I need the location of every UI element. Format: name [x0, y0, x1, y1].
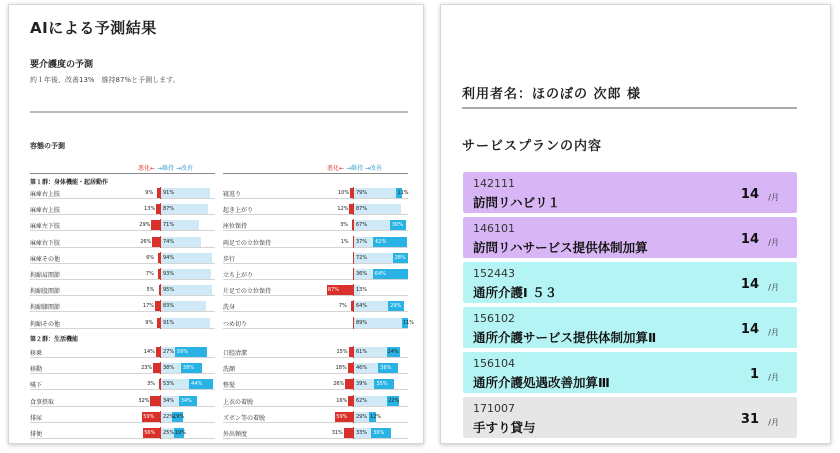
- keep-value: 37%: [356, 238, 368, 245]
- bar-axis: [160, 268, 161, 280]
- service-item[interactable]: [463, 307, 797, 348]
- group-title-living: 第２群：生活機能: [30, 336, 79, 343]
- ai-prediction-panel: [8, 4, 424, 444]
- prediction-row-label: 食事摂取: [30, 398, 55, 406]
- service-item[interactable]: [463, 397, 797, 438]
- bar-axis: [160, 378, 161, 390]
- prediction-row-label: 麻痺右上肢: [30, 207, 61, 215]
- worse-value: 31%: [331, 430, 343, 436]
- care-level-heading: 要介護度の予測: [30, 60, 94, 70]
- service-count: 14: [740, 322, 759, 337]
- prediction-row-label: 麻痺右下肢: [30, 239, 61, 247]
- service-code: 152443: [473, 267, 515, 280]
- prediction-row: [30, 411, 215, 423]
- prediction-row: [223, 317, 415, 329]
- worse-bar: [153, 363, 160, 373]
- bar-axis: [353, 236, 354, 248]
- better-value: 19%: [173, 413, 185, 420]
- bar-axis: [353, 427, 354, 439]
- better-value: 34%: [180, 397, 192, 404]
- bar-axis: [353, 187, 354, 199]
- legend-better: →改善: [364, 165, 382, 172]
- worse-value: 9%: [145, 190, 154, 196]
- keep-value: 29%: [356, 413, 368, 420]
- plan-heading: サービスプランの内容: [462, 139, 603, 154]
- service-item[interactable]: [463, 352, 797, 393]
- legend-worse: 悪化←: [138, 165, 156, 172]
- keep-value: 46%: [356, 365, 368, 372]
- worse-value: 6%: [146, 254, 155, 261]
- prediction-row: [30, 187, 215, 199]
- keep-value: 91%: [163, 190, 175, 196]
- better-value: 28%: [394, 254, 406, 261]
- service-plan-panel: [440, 4, 831, 444]
- prediction-row: [30, 362, 215, 374]
- keep-value: 61%: [356, 349, 368, 355]
- service-name: 通所介護サービス提供体制加算Ⅱ: [473, 330, 657, 345]
- bar-axis: [160, 284, 161, 296]
- bar-axis: [353, 219, 354, 231]
- prediction-row-label: 上衣の着脱: [223, 398, 254, 406]
- better-value: 64%: [374, 271, 386, 277]
- better-value: 29%: [390, 303, 402, 310]
- keep-value: 94%: [163, 254, 175, 261]
- keep-value: 83%: [163, 303, 175, 310]
- keep-value: 67%: [356, 222, 368, 229]
- keep-value: 22%: [163, 413, 175, 420]
- prediction-row-label: 拘縮肩関節: [30, 272, 61, 279]
- better-value: 30%: [391, 222, 403, 229]
- prediction-row-label: 片足での立位保持: [223, 288, 272, 296]
- bar-axis: [353, 300, 354, 312]
- keep-value: 62%: [356, 397, 368, 404]
- service-name: 手すり貸与: [473, 420, 536, 435]
- worse-value: 56%: [144, 430, 156, 436]
- worse-value: 13%: [144, 206, 156, 213]
- prediction-row-label: 麻痺その他: [30, 255, 61, 263]
- prediction-row: [30, 395, 215, 407]
- prediction-row-label: 排尿: [30, 414, 43, 422]
- service-code: 156102: [473, 312, 515, 325]
- better-value: 59%: [176, 349, 188, 355]
- prediction-row: [223, 252, 408, 264]
- prediction-row-label: 起き上がり: [223, 207, 254, 215]
- prediction-row-label: 拘縮その他: [30, 320, 61, 328]
- worse-value: 26%: [333, 381, 345, 388]
- service-count: 1: [749, 367, 759, 382]
- worse-value: 9%: [145, 319, 154, 326]
- keep-value: 95%: [163, 287, 175, 294]
- bar-axis: [353, 395, 354, 407]
- legend-worse: 悪化←: [327, 165, 345, 172]
- bar-axis: [160, 252, 161, 264]
- legend-keep: →維持: [345, 165, 363, 172]
- prediction-row: [223, 236, 408, 248]
- worse-value: 3%: [147, 381, 156, 388]
- bar-axis: [353, 203, 354, 215]
- service-unit: /月: [768, 193, 779, 202]
- keep-value: 71%: [163, 222, 175, 229]
- prediction-row: [223, 411, 408, 423]
- better-value: 62%: [375, 238, 387, 245]
- prediction-row: [30, 268, 215, 280]
- worse-value: 17%: [142, 303, 155, 310]
- service-name: 通所介護Ⅰ ５３: [473, 285, 558, 300]
- prediction-row-label: 拘縮膝関節: [30, 304, 61, 312]
- bar-axis: [353, 346, 354, 358]
- prediction-row: [223, 395, 408, 407]
- prediction-row: [30, 346, 215, 358]
- worse-value: 18%: [335, 365, 347, 372]
- state-heading: 容態の予測: [30, 142, 65, 150]
- divider: [30, 111, 408, 113]
- prediction-row: [30, 378, 215, 390]
- divider: [462, 107, 797, 109]
- bar-axis: [160, 411, 161, 423]
- service-count: 31: [740, 412, 759, 427]
- service-item[interactable]: [463, 262, 797, 303]
- prediction-row-label: 両足での立位保持: [223, 239, 272, 247]
- prediction-row: [223, 362, 408, 374]
- keep-value: 34%: [163, 397, 175, 404]
- better-value: 22%: [388, 397, 400, 404]
- prediction-row-label: 立ち上がり: [223, 272, 254, 279]
- keep-value: 91%: [163, 319, 175, 326]
- worse-bar: [151, 220, 160, 230]
- bar-axis: [160, 203, 161, 215]
- prediction-row-label: 寝返り: [223, 191, 242, 198]
- better-value: 12%: [369, 413, 382, 420]
- service-name: 通所介護処遇改善加算Ⅲ: [473, 375, 610, 390]
- service-unit: /月: [768, 373, 779, 382]
- keep-value: 53%: [163, 381, 175, 388]
- service-code: 146101: [473, 222, 515, 235]
- bar-axis: [353, 378, 354, 390]
- bar-axis: [160, 346, 161, 358]
- worse-bar: [344, 428, 353, 438]
- prediction-row-label: 座位保持: [223, 223, 248, 231]
- prediction-row: [223, 284, 408, 296]
- group-title-physical: 第１群：身体機能・起居動作: [30, 179, 109, 186]
- prediction-title: AIによる予測結果: [30, 19, 157, 37]
- service-count: 14: [740, 277, 759, 292]
- worse-value: 7%: [145, 271, 154, 277]
- prediction-row: [30, 427, 215, 439]
- prediction-row-label: 麻痺右上肢: [30, 191, 61, 198]
- legend-left: [138, 163, 193, 172]
- prediction-row: [223, 378, 408, 390]
- prediction-row-label: 移乗: [30, 350, 43, 357]
- prediction-row: [223, 219, 408, 231]
- keep-value: 87%: [356, 206, 368, 213]
- service-code: 171007: [473, 402, 515, 415]
- bar-axis: [160, 187, 161, 199]
- keep-value: 33%: [356, 430, 368, 436]
- keep-value: 79%: [356, 190, 368, 196]
- service-name: 訪問リハサービス提供体制加算: [473, 240, 648, 255]
- service-unit: /月: [768, 283, 779, 292]
- bar-axis: [353, 317, 354, 329]
- prediction-row-label: 整髪: [223, 382, 236, 390]
- prediction-row: [223, 300, 408, 312]
- worse-value: 23%: [141, 365, 153, 372]
- worse-bar: [345, 379, 353, 389]
- worse-bar: [152, 237, 160, 247]
- keep-value: 89%: [356, 319, 368, 326]
- prediction-row-label: 外出頻度: [223, 431, 248, 438]
- bar-axis: [160, 395, 161, 407]
- worse-value: 32%: [138, 397, 150, 404]
- keep-value: 13%: [356, 287, 368, 294]
- better-value: 24%: [387, 349, 399, 355]
- service-code: 142111: [473, 177, 515, 190]
- legend-divider: [30, 173, 215, 174]
- bar-axis: [160, 362, 161, 374]
- better-value: 36%: [373, 430, 385, 436]
- better-value: 35%: [376, 381, 388, 388]
- better-value: 11%: [397, 190, 409, 196]
- prediction-row: [30, 252, 215, 264]
- worse-value: 12%: [337, 206, 349, 213]
- worse-value: 14%: [143, 349, 155, 355]
- keep-value: 39%: [356, 381, 368, 388]
- worse-value: 87%: [327, 287, 340, 294]
- keep-value: 93%: [163, 271, 175, 277]
- prediction-row-label: ズボン等の着脱: [223, 414, 266, 422]
- worse-value: 7%: [338, 303, 347, 310]
- bar-axis: [353, 362, 354, 374]
- legend-keep: →維持: [156, 165, 174, 172]
- prediction-row-label: 歩行: [223, 255, 236, 263]
- better-value: 44%: [191, 381, 203, 388]
- prediction-row: [30, 203, 215, 215]
- service-unit: /月: [768, 418, 779, 427]
- worse-value: 26%: [140, 238, 152, 245]
- bar-axis: [353, 411, 354, 423]
- prediction-row: [30, 317, 215, 329]
- keep-value: 27%: [163, 349, 175, 355]
- worse-value: 59%: [336, 413, 348, 420]
- bar-axis: [353, 268, 354, 280]
- prediction-row: [30, 236, 215, 248]
- prediction-row-label: 口腔清潔: [223, 350, 248, 357]
- prediction-row: [30, 219, 215, 231]
- worse-value: 10%: [338, 190, 350, 196]
- prediction-row: [223, 187, 408, 199]
- worse-value: 29%: [139, 222, 151, 229]
- worse-bar: [150, 396, 160, 406]
- worse-value: 59%: [143, 413, 155, 420]
- service-count: 14: [740, 187, 759, 202]
- prediction-row: [223, 346, 408, 358]
- bar-axis: [160, 300, 161, 312]
- keep-value: 87%: [163, 206, 175, 213]
- prediction-row-label: 移動: [30, 366, 43, 374]
- prediction-row-label: 洗顔: [223, 366, 236, 374]
- better-value: 11%: [402, 319, 415, 326]
- prediction-row-label: 麻痺左下肢: [30, 223, 61, 231]
- keep-value: 72%: [356, 254, 368, 261]
- prediction-row-label: 排便: [30, 431, 43, 438]
- prediction-row: [30, 300, 215, 312]
- prediction-row-label: 嚥下: [30, 382, 43, 390]
- bar-axis: [160, 427, 161, 439]
- keep-value: 36%: [356, 271, 368, 277]
- legend-divider: [223, 173, 408, 174]
- bar-axis: [160, 236, 161, 248]
- better-value: 19%: [174, 430, 186, 436]
- bar-axis: [353, 284, 354, 296]
- service-name: 訪問リハビリ１: [473, 195, 561, 210]
- worse-value: 5%: [146, 287, 155, 294]
- prediction-row: [30, 284, 215, 296]
- legend-better: →改善: [175, 165, 193, 172]
- service-item[interactable]: [463, 172, 797, 213]
- prediction-row: [223, 203, 408, 215]
- service-unit: /月: [768, 238, 779, 247]
- worse-value: 3%: [340, 222, 349, 229]
- service-unit: /月: [768, 328, 779, 337]
- prediction-row-label: つめ切り: [223, 320, 248, 328]
- prediction-row-label: 洗身: [223, 304, 236, 312]
- keep-value: 64%: [356, 303, 368, 310]
- better-value: 39%: [182, 365, 195, 372]
- worse-value: 15%: [336, 349, 348, 355]
- keep-value: 38%: [163, 365, 175, 372]
- user-name: 利用者名：ほのぼの 次郎 様: [462, 87, 642, 102]
- worse-value: 1%: [340, 238, 349, 245]
- service-code: 156104: [473, 357, 515, 370]
- prediction-row-label: 拘縮股関節: [30, 288, 61, 296]
- bar-axis: [353, 252, 354, 264]
- bar-axis: [160, 317, 161, 329]
- bar-axis: [160, 219, 161, 231]
- legend-right: [327, 163, 382, 172]
- keep-value: 74%: [163, 238, 175, 245]
- worse-value: 16%: [336, 397, 348, 404]
- prediction-row: [223, 427, 408, 439]
- service-item[interactable]: [463, 217, 797, 258]
- prediction-row: [223, 268, 408, 280]
- keep-value: 25%: [163, 430, 175, 436]
- care-level-text: 約１年後、改善13% 維持87%と予測します。: [30, 76, 180, 84]
- service-count: 14: [740, 232, 759, 247]
- better-value: 36%: [380, 365, 392, 372]
